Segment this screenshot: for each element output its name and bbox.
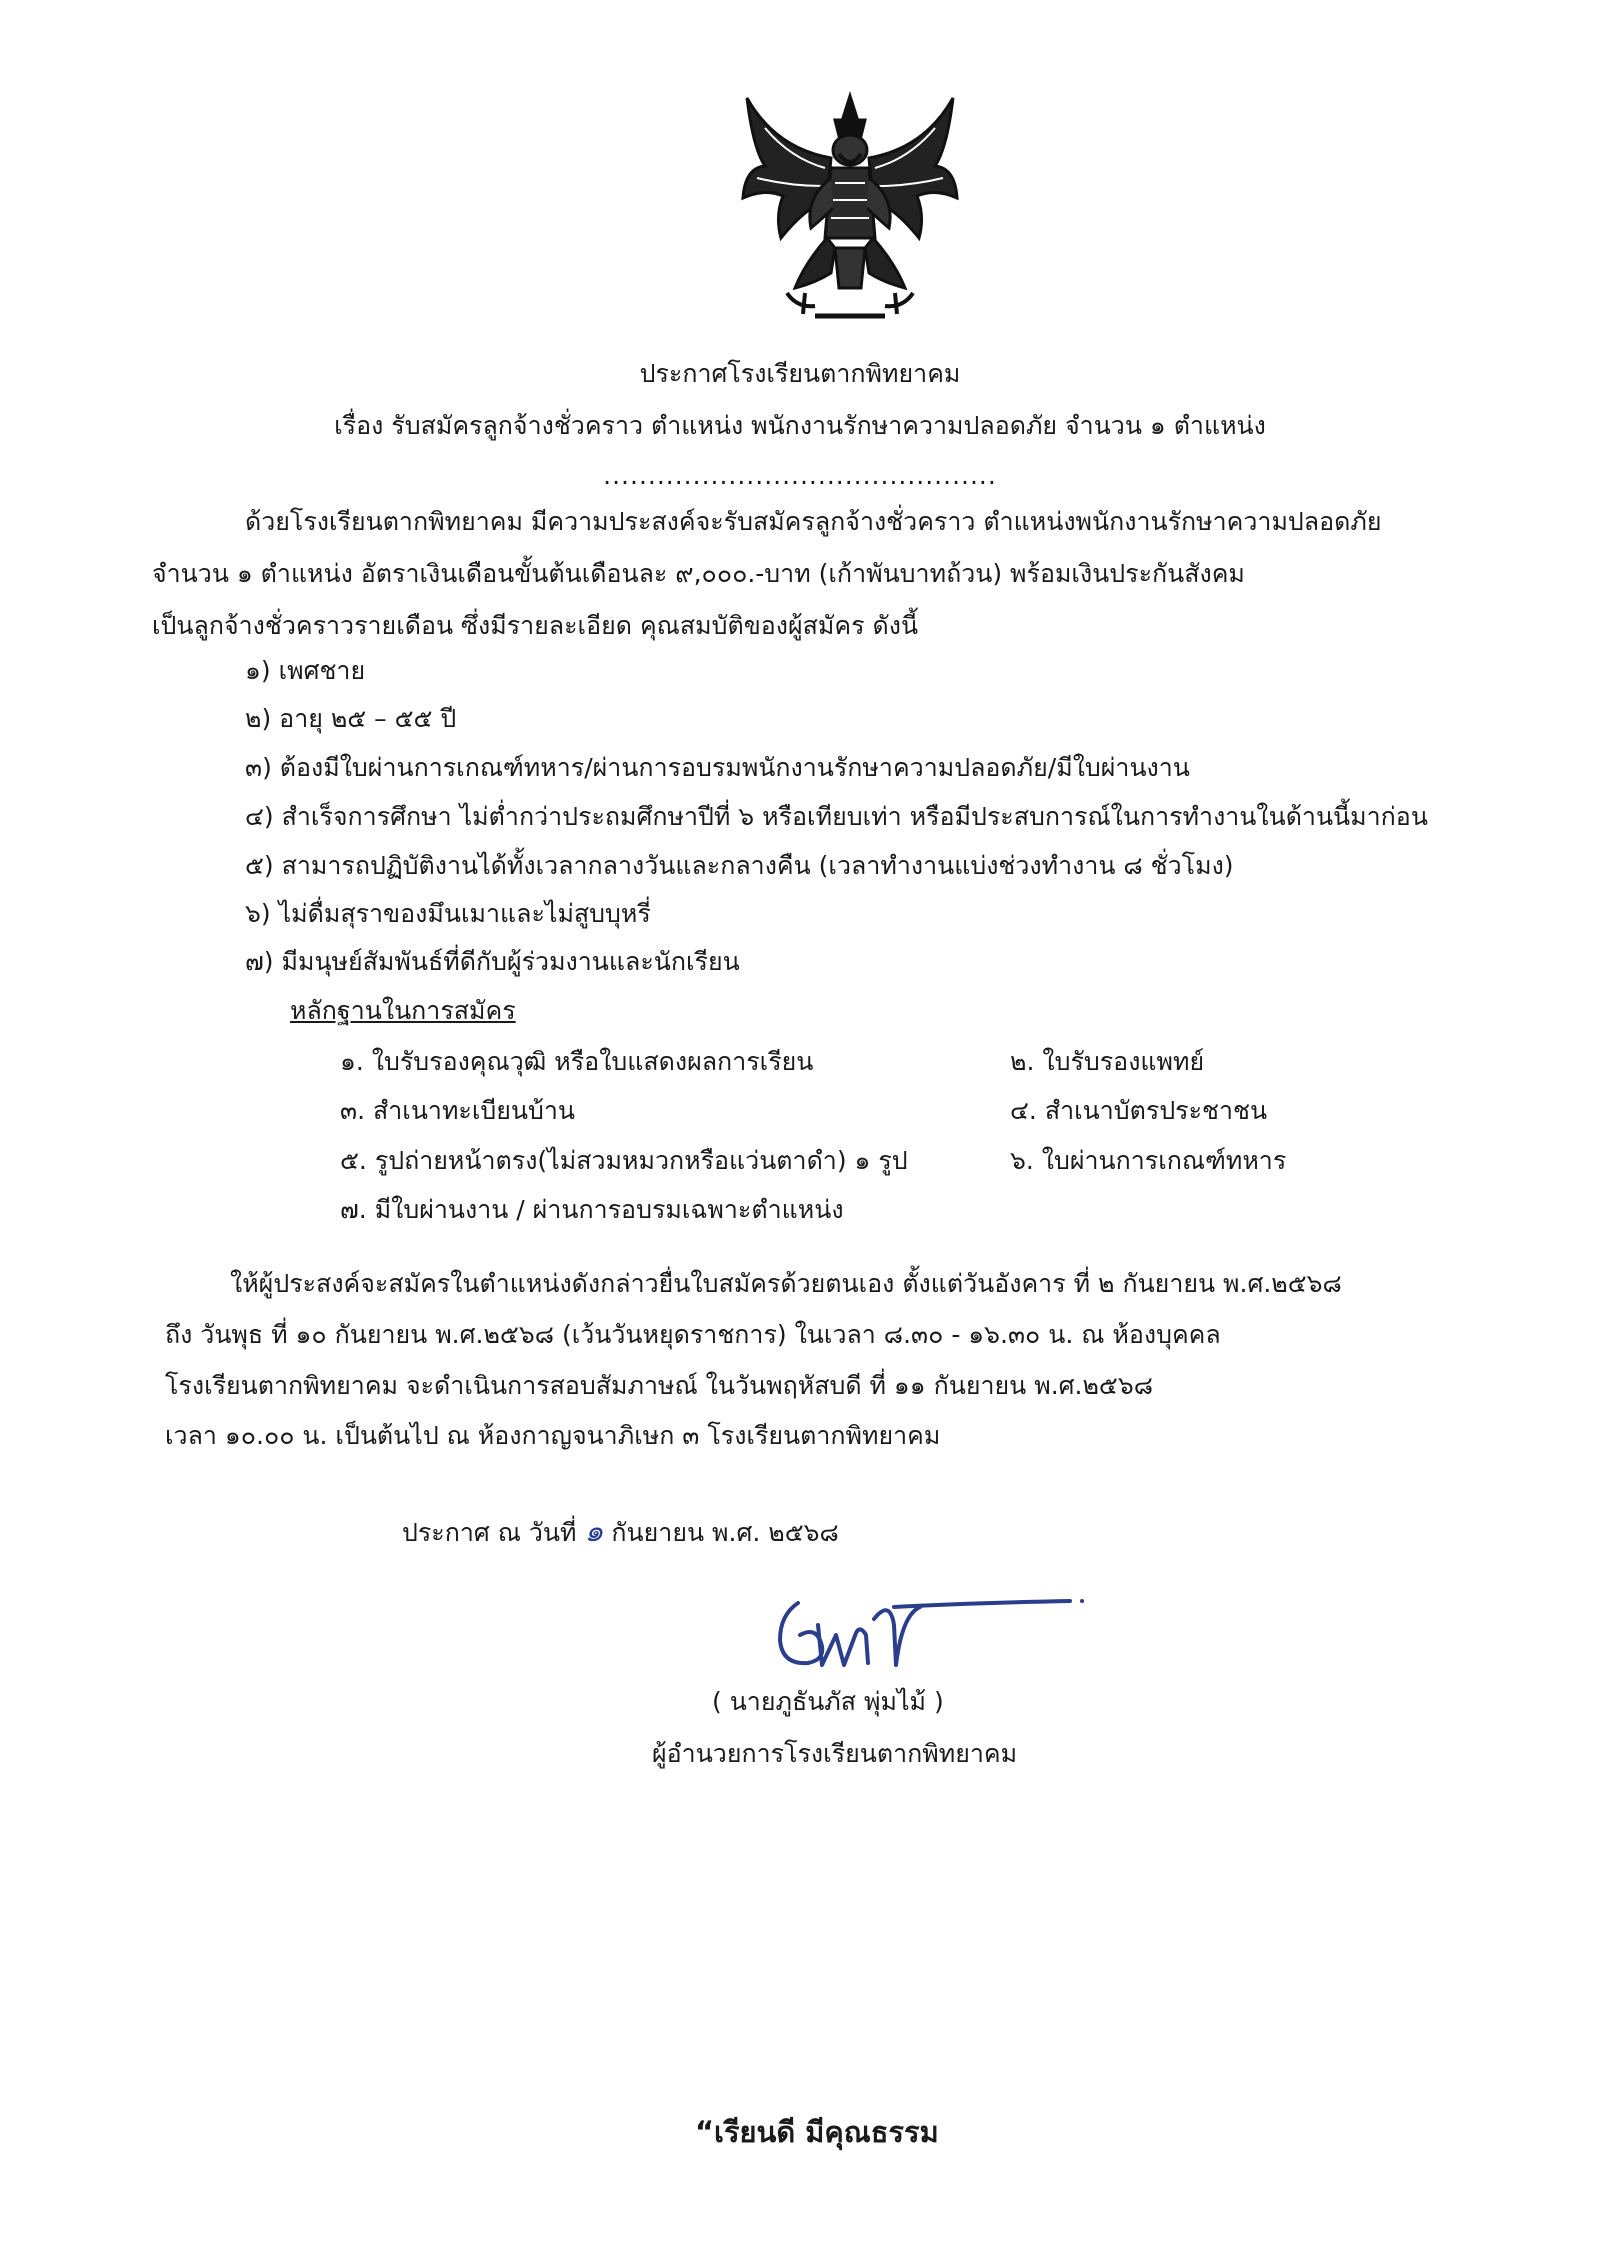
announce-prefix: ประกาศ ณ วันที่: [402, 1518, 577, 1547]
qualification-item: ๔) สำเร็จการศึกษา ไม่ต่ำกว่าประถมศึกษาปีที่ ๖ หรือเทียบเท่า หรือมีประสบการณ์ในการทำงานในด้านนี้มาก่อน: [245, 802, 1428, 831]
qualification-item: ๗) มีมนุษย์สัมพันธ์ที่ดีกับผู้ร่วมงานและนักเรียน: [245, 947, 740, 976]
evidence-item: ๒. ใบรับรองแพทย์: [1010, 1047, 1205, 1076]
qualification-item: ๒) อายุ ๒๕ – ๕๕ ปี: [245, 704, 457, 733]
garuda-emblem-icon: [735, 88, 965, 328]
signer-position: ผู้อำนวยการโรงเรียนตากพิทยาคม: [652, 1739, 1018, 1768]
announce-day-handwritten: ๑: [584, 1514, 604, 1549]
school-motto: “เรียนดี มีคุณธรรม: [695, 2115, 939, 2149]
application-line-2: ถึง วันพุธ ที่ ๑๐ กันยายน พ.ศ.๒๕๖๘ (เว้นวันหยุดราชการ) ในเวลา ๘.๓๐ - ๑๖.๓๐ น. ณ ห้องบุคคล: [165, 1320, 1221, 1349]
title-separator: ............................................: [603, 461, 997, 490]
evidence-heading: หลักฐานในการสมัคร: [290, 996, 516, 1025]
evidence-item: ๗. มีใบผ่านงาน / ผ่านการอบรมเฉพาะตำแหน่ง: [340, 1195, 844, 1224]
announce-date: [402, 1516, 839, 1549]
evidence-item: ๑. ใบรับรองคุณวุฒิ หรือใบแสดงผลการเรียน: [340, 1047, 814, 1076]
evidence-item: ๖. ใบผ่านการเกณฑ์ทหาร: [1010, 1146, 1287, 1175]
qualification-item: ๕) สามารถปฏิบัติงานได้ทั้งเวลากลางวันและกลางคืน (เวลาทำงานแบ่งช่วงทำงาน ๘ ชั่วโมง): [245, 851, 1234, 880]
application-line-4: เวลา ๑๐.๐๐ น. เป็นต้นไป ณ ห้องกาญจนาภิเษก ๓ โรงเรียนตากพิทยาคม: [165, 1421, 941, 1450]
announce-suffix: กันยายน พ.ศ. ๒๕๖๘: [611, 1518, 839, 1547]
signer-name: ( นายภูธันภัส พุ่มไม้ ): [712, 1687, 944, 1716]
qualification-item: ๓) ต้องมีใบผ่านการเกณฑ์ทหาร/ผ่านการอบรมพนักงานรักษาความปลอดภัย/มีใบผ่านงาน: [245, 753, 1190, 782]
intro-line-3: เป็นลูกจ้างชั่วคราวรายเดือน ซึ่งมีรายละเอียด คุณสมบัติของผู้สมัคร ดังนี้: [152, 611, 919, 640]
evidence-item: ๓. สำเนาทะเบียนบ้าน: [340, 1096, 576, 1125]
signature-mark: [770, 1585, 1100, 1685]
intro-line-1: ด้วยโรงเรียนตากพิทยาคม มีความประสงค์จะรับสมัครลูกจ้างชั่วคราว ตำแหน่งพนักงานรักษาความปลอดภัย: [245, 507, 1382, 536]
evidence-item: ๕. รูปถ่ายหน้าตรง(ไม่สวมหมวกหรือแว่นตาดำ) ๑ รูป: [340, 1146, 908, 1175]
qualification-item: ๑) เพศชาย: [245, 656, 366, 685]
announcement-subject: เรื่อง รับสมัครลูกจ้างชั่วคราว ตำแหน่ง พนักงานรักษาความปลอดภัย จำนวน ๑ ตำแหน่ง: [334, 411, 1266, 440]
application-line-3: โรงเรียนตากพิทยาคม จะดำเนินการสอบสัมภาษณ์ ในวันพฤหัสบดี ที่ ๑๑ กันยายน พ.ศ.๒๕๖๘: [165, 1371, 1154, 1400]
intro-line-2: จำนวน ๑ ตำแหน่ง อัตราเงินเดือนขั้นต้นเดือนละ ๙,๐๐๐.-บาท (เก้าพันบาทถ้วน) พร้อมเงินประกันสังคม: [152, 559, 1245, 588]
announcement-title: ประกาศโรงเรียนตากพิทยาคม: [639, 359, 961, 388]
application-line-1: ให้ผู้ประสงค์จะสมัครในตำแหน่งดังกล่าวยื่นใบสมัครด้วยตนเอง ตั้งแต่วันอังคาร ที่ ๒ กันยายน พ.ศ.๒๕๖๘: [230, 1269, 1342, 1298]
evidence-item: ๔. สำเนาบัตรประชาชน: [1010, 1096, 1268, 1125]
qualification-item: ๖) ไม่ดื่มสุราของมึนเมาและไม่สูบบุหรี่: [245, 899, 651, 928]
